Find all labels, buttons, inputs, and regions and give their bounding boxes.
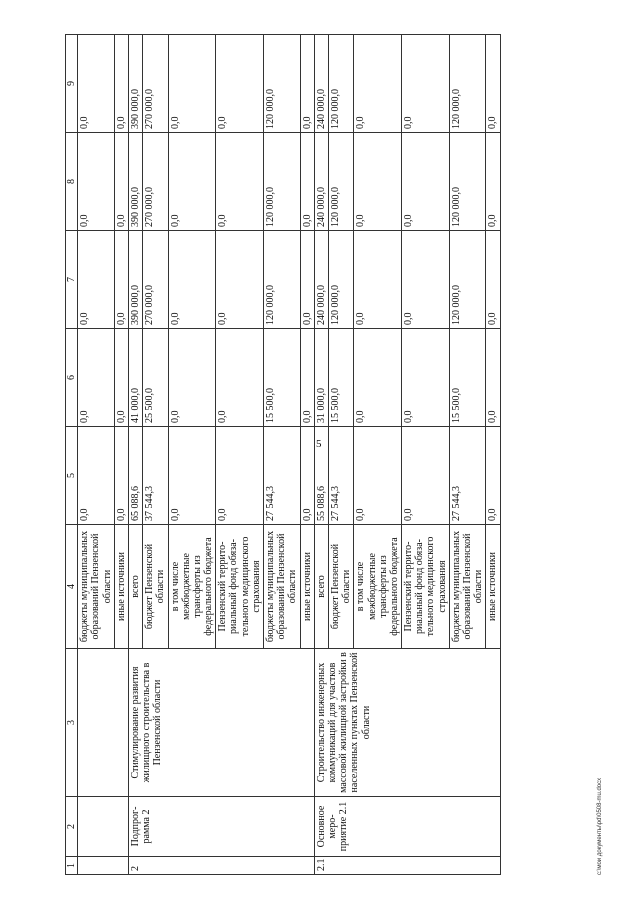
- footer-path: c:\мои документы\pd\0508-mu.docx: [597, 777, 603, 875]
- value-cell: 27 544,3: [328, 427, 353, 525]
- value-cell: 25 500,0: [143, 329, 168, 427]
- value-cell: 15 500,0: [264, 329, 301, 427]
- value-cell: 0,0: [216, 231, 264, 329]
- value-cell: 0,0: [486, 35, 500, 133]
- source-cell: в том числе межбюджетные трансферты из федерального бюджета: [168, 525, 216, 649]
- header-cell: 2: [66, 797, 78, 857]
- value-cell: 240 000,0: [314, 35, 328, 133]
- value-cell: 37 544,3: [143, 427, 168, 525]
- value-cell: 0,0: [216, 427, 264, 525]
- value-cell: 0,0: [300, 133, 314, 231]
- value-cell: 390 000,0: [128, 133, 142, 231]
- source-cell: Пензенский террито-риальный фонд обяза-тельного медицинского страхования: [216, 525, 264, 649]
- empty-cell: [78, 857, 129, 875]
- value-cell: 0,0: [216, 35, 264, 133]
- value-cell: 120 000,0: [328, 231, 353, 329]
- program-name: Подпрог-рамма 2: [128, 797, 314, 857]
- value-cell: 270 000,0: [143, 35, 168, 133]
- header-cell: 6: [66, 329, 78, 427]
- header-cell: 8: [66, 133, 78, 231]
- value-cell: 0,0: [168, 35, 216, 133]
- source-cell: бюджеты муниципальных образований Пензенской области: [449, 525, 486, 649]
- value-cell: 0,0: [216, 329, 264, 427]
- value-cell: 0,0: [354, 427, 402, 525]
- value-cell: 0,0: [78, 35, 115, 133]
- value-cell: 0,0: [486, 427, 500, 525]
- value-cell: 240 000,0: [314, 133, 328, 231]
- value-cell: 15 500,0: [449, 329, 486, 427]
- budget-table: [65, 34, 501, 875]
- value-cell: 0,0: [402, 35, 450, 133]
- value-cell: 27 544,3: [449, 427, 486, 525]
- header-cell: 5: [66, 427, 78, 525]
- empty-cell: [78, 649, 129, 797]
- value-cell: 120 000,0: [264, 231, 301, 329]
- value-cell: 0,0: [216, 133, 264, 231]
- source-cell: в том числе межбюджетные трансферты из федерального бюджета: [354, 525, 402, 649]
- value-cell: 0,0: [354, 329, 402, 427]
- value-cell: 55 088,6: [314, 427, 328, 525]
- row-number: 2: [128, 857, 314, 875]
- value-cell: 0,0: [300, 231, 314, 329]
- value-cell: 120 000,0: [264, 133, 301, 231]
- header-cell: 9: [66, 35, 78, 133]
- value-cell: 0,0: [486, 133, 500, 231]
- value-cell: 120 000,0: [449, 35, 486, 133]
- table-row: [78, 35, 115, 875]
- source-cell: иные источники: [486, 525, 500, 649]
- value-cell: 240 000,0: [314, 231, 328, 329]
- table-row: [314, 35, 328, 875]
- value-cell: 0,0: [486, 231, 500, 329]
- value-cell: 0,0: [354, 35, 402, 133]
- value-cell: 390 000,0: [128, 35, 142, 133]
- value-cell: 65 088,6: [128, 427, 142, 525]
- value-cell: 15 500,0: [328, 329, 353, 427]
- value-cell: 0,0: [168, 133, 216, 231]
- source-cell: иные источники: [114, 525, 128, 649]
- table-row: [128, 35, 142, 875]
- value-cell: 27 544,3: [264, 427, 301, 525]
- value-cell: 0,0: [402, 231, 450, 329]
- header-row: [66, 35, 78, 875]
- program-title: Строительство инженерных коммуникаций для участков массовой жилищной застройки в населенных пунктах Пензенской области: [314, 649, 500, 797]
- value-cell: 120 000,0: [328, 35, 353, 133]
- value-cell: 0,0: [78, 329, 115, 427]
- source-cell: всего: [314, 525, 328, 649]
- value-cell: 120 000,0: [449, 231, 486, 329]
- value-cell: 0,0: [78, 231, 115, 329]
- source-cell: бюджеты муниципальных образований Пензенской области: [264, 525, 301, 649]
- value-cell: 0,0: [402, 133, 450, 231]
- value-cell: 270 000,0: [143, 231, 168, 329]
- source-cell: бюджет Пензенской области: [143, 525, 168, 649]
- value-cell: 0,0: [168, 231, 216, 329]
- program-title: Стимулирование развития жилищного строительства в Пензенской области: [128, 649, 314, 797]
- value-cell: 270 000,0: [143, 133, 168, 231]
- value-cell: 0,0: [168, 329, 216, 427]
- value-cell: 0,0: [78, 427, 115, 525]
- value-cell: 390 000,0: [128, 231, 142, 329]
- source-cell: бюджет Пензенской области: [328, 525, 353, 649]
- value-cell: 0,0: [354, 133, 402, 231]
- source-cell: иные источники: [300, 525, 314, 649]
- value-cell: 0,0: [402, 329, 450, 427]
- value-cell: 0,0: [354, 231, 402, 329]
- value-cell: 0,0: [300, 427, 314, 525]
- source-cell: всего: [128, 525, 142, 649]
- header-cell: 3: [66, 649, 78, 797]
- header-cell: 7: [66, 231, 78, 329]
- value-cell: 41 000,0: [128, 329, 142, 427]
- value-cell: 120 000,0: [449, 133, 486, 231]
- page-number: 5: [316, 438, 322, 450]
- value-cell: 0,0: [114, 231, 128, 329]
- value-cell: 0,0: [114, 329, 128, 427]
- program-name: Основное меро-приятие 2.1: [314, 797, 500, 857]
- value-cell: 0,0: [78, 133, 115, 231]
- source-cell: бюджеты муниципальных образований Пензенской области: [78, 525, 115, 649]
- header-cell: 4: [66, 525, 78, 649]
- value-cell: 0,0: [114, 35, 128, 133]
- value-cell: 31 000,0: [314, 329, 328, 427]
- row-number: 2.1: [314, 857, 500, 875]
- value-cell: 0,0: [114, 133, 128, 231]
- rotated-page: [65, 35, 580, 875]
- source-cell: Пензенский террито-риальный фонд обяза-тельного медицинского страхования: [402, 525, 450, 649]
- empty-cell: [78, 797, 129, 857]
- value-cell: 120 000,0: [328, 133, 353, 231]
- value-cell: 0,0: [114, 427, 128, 525]
- value-cell: 120 000,0: [264, 35, 301, 133]
- value-cell: 0,0: [402, 427, 450, 525]
- value-cell: 0,0: [300, 35, 314, 133]
- value-cell: 0,0: [168, 427, 216, 525]
- value-cell: 0,0: [486, 329, 500, 427]
- header-cell: 1: [66, 857, 78, 875]
- value-cell: 0,0: [300, 329, 314, 427]
